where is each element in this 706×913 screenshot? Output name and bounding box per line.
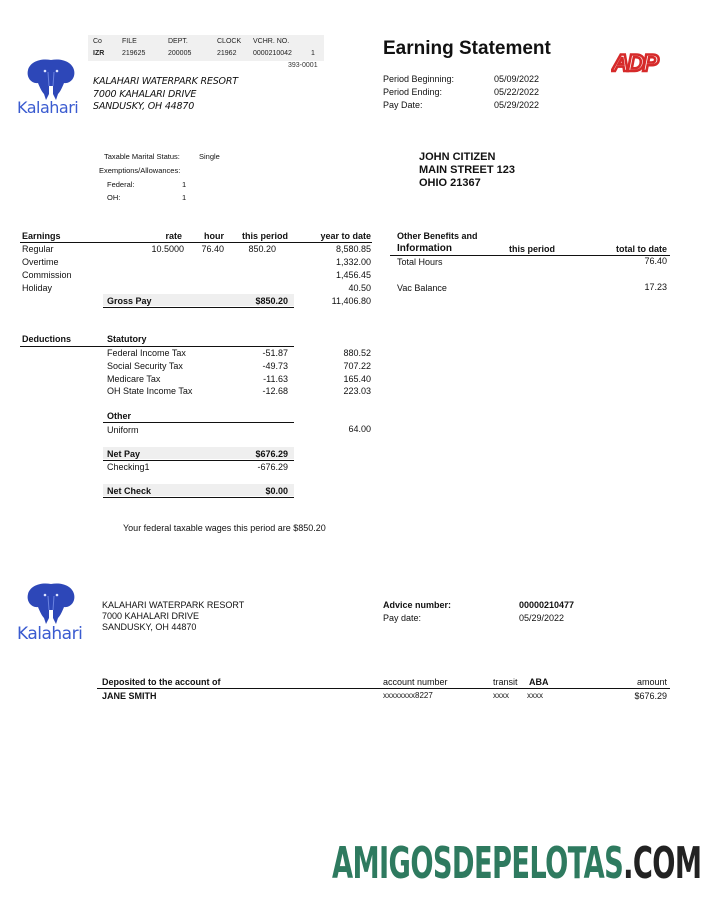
- earnings-label: Regular: [22, 244, 54, 254]
- benefits-label: Total Hours: [397, 257, 443, 267]
- period-beginning-value: 05/09/2022: [494, 74, 540, 84]
- transit-header: transit: [493, 677, 518, 687]
- employee-street: MAIN STREET 123: [419, 164, 515, 176]
- hour-header: hour: [204, 231, 224, 241]
- other-deductions-divider: [103, 422, 294, 423]
- other-deductions-header: Other: [107, 411, 132, 421]
- this-period-header: this period: [241, 231, 288, 241]
- earnings-ytd: 40.50: [348, 283, 371, 293]
- benefits-header-line1: Other Benefits and: [397, 231, 478, 241]
- earnings-label: Holiday: [22, 283, 53, 293]
- sub-code: 393-0001: [288, 62, 318, 69]
- deduction-ytd: 223.03: [343, 386, 371, 396]
- net-check-underline: [103, 497, 294, 498]
- period-labels: [383, 73, 454, 112]
- net-pay-label: Net Pay: [107, 449, 141, 459]
- deduction-this-period: -12.68: [262, 386, 288, 396]
- deposit-transit: xxxx: [493, 691, 509, 700]
- net-pay-underline: [103, 460, 294, 461]
- deduction-this-period: -11.63: [263, 374, 288, 384]
- watermark: [332, 838, 701, 889]
- deductions-divider: [20, 346, 294, 347]
- company-city: SANDUSKY, OH 44870: [93, 101, 195, 112]
- id-label-co: Co: [93, 38, 102, 45]
- advice-pay-date-label: Pay date:: [383, 613, 422, 623]
- marital-status-value: Single: [199, 152, 220, 161]
- company-name: KALAHARI WATERPARK RESORT: [93, 76, 238, 87]
- deduction-ytd: 707.22: [343, 361, 371, 371]
- deposit-divider: [97, 688, 670, 689]
- statutory-header: Statutory: [107, 334, 147, 344]
- employee-address: [419, 151, 515, 190]
- id-value-co: IZR: [93, 50, 105, 57]
- watermark-dark: .COM: [623, 838, 702, 889]
- oh-exemptions-label: OH:: [107, 193, 121, 202]
- kalahari-logo-text: Kalahari: [17, 624, 83, 644]
- employee-id-box: [88, 35, 324, 61]
- benefits-label: Vac Balance: [397, 283, 447, 293]
- advice-pay-date-value: 05/29/2022: [519, 613, 565, 623]
- earnings-ytd: 1,332.00: [335, 257, 371, 267]
- taxable-wages-note: Your federal taxable wages this period are $850.20: [123, 523, 326, 533]
- advice-company-address: [102, 600, 244, 633]
- id-value-clock: 21962: [217, 50, 237, 57]
- aba-header: ABA: [529, 677, 549, 687]
- exemptions-label: Exemptions/Allowances:: [99, 166, 181, 175]
- amount-header: amount: [636, 677, 667, 687]
- deduction-label: Federal Income Tax: [107, 348, 186, 358]
- gross-pay-ytd: 11,406.80: [331, 296, 371, 306]
- id-label-dept: DEPT.: [168, 38, 188, 45]
- earnings-divider: [20, 242, 372, 243]
- advice-number-label: Advice number:: [383, 600, 452, 610]
- elephant-icon: [16, 580, 86, 626]
- advice-number-value: 00000210477: [519, 600, 575, 610]
- watermark-green: AMIGOSDEPELOTAS: [332, 838, 624, 889]
- employee-city: OHIO 21367: [419, 177, 481, 189]
- period-ending-label: Period Ending:: [383, 87, 443, 97]
- oh-exemptions-value: 1: [182, 193, 187, 202]
- deduction-this-period: -49.73: [262, 361, 288, 371]
- adp-logo-icon: [611, 48, 667, 76]
- period-values: [494, 73, 539, 112]
- benefits-header-line2: Information: [397, 243, 452, 254]
- period-ending-value: 05/22/2022: [494, 87, 540, 97]
- earnings-rate: 10.5000: [151, 244, 184, 254]
- ytd-header: year to date: [320, 231, 371, 241]
- company-address: [93, 76, 238, 114]
- deposited-header: Deposited to the account of: [102, 677, 221, 687]
- checking-value: -676.29: [257, 462, 288, 472]
- id-label-file: FILE: [122, 38, 137, 45]
- checking-label: Checking1: [107, 462, 150, 472]
- deposit-account-holder: JANE SMITH: [102, 691, 157, 701]
- advice-company-city: SANDUSKY, OH 44870: [102, 622, 197, 632]
- id-label-voucher: VCHR. NO.: [253, 38, 290, 45]
- earnings-label: Commission: [22, 270, 72, 280]
- deduction-ytd: 165.40: [343, 374, 371, 384]
- period-beginning-label: Period Beginning:: [383, 74, 455, 84]
- advice-company-street: 7000 KAHALARI DRIVE: [102, 611, 200, 621]
- earnings-header: Earnings: [22, 231, 61, 241]
- federal-exemptions-value: 1: [182, 180, 187, 189]
- kalahari-logo: [16, 56, 86, 118]
- net-pay-value: $676.29: [255, 449, 288, 459]
- benefits-total: 76.40: [644, 256, 667, 266]
- deduction-label: Social Security Tax: [107, 361, 183, 371]
- earnings-ytd: 1,456.45: [335, 270, 371, 280]
- deposit-aba: xxxx: [527, 691, 543, 700]
- benefits-total: 17.23: [644, 282, 667, 292]
- deduction-this-period: -51.87: [262, 348, 288, 358]
- pay-date-value: 05/29/2022: [494, 100, 540, 110]
- earnings-label: Overtime: [22, 257, 59, 267]
- deduction-label: Uniform: [107, 425, 139, 435]
- deductions-header: Deductions: [22, 334, 72, 344]
- deposit-account-number: xxxxxxxx8227: [383, 691, 433, 700]
- marital-status-label: Taxable Marital Status:: [104, 152, 180, 161]
- gross-pay-this-period: $850.20: [255, 296, 288, 306]
- kalahari-logo-text: Kalahari: [17, 98, 79, 117]
- net-check-label: Net Check: [107, 486, 152, 496]
- id-value-file: 219625: [122, 50, 146, 57]
- deduction-ytd: 64.00: [348, 424, 371, 434]
- earnings-ytd: 8,580.85: [335, 244, 371, 254]
- earnings-this-period: 850.20: [248, 244, 276, 254]
- federal-exemptions-label: Federal:: [107, 180, 135, 189]
- elephant-icon: [16, 56, 86, 102]
- deduction-ytd: 880.52: [343, 348, 371, 358]
- company-street: 7000 KAHALARI DRIVE: [93, 88, 197, 100]
- page-title: Earning Statement: [383, 38, 551, 59]
- adp-logo: [611, 48, 667, 81]
- id-value-voucher: 0000210042: [253, 50, 292, 57]
- gross-pay-label: Gross Pay: [107, 296, 152, 306]
- id-value-seq: 1: [311, 50, 315, 57]
- net-check-value: $0.00: [265, 486, 288, 496]
- rate-header: rate: [165, 231, 182, 241]
- pay-date-label: Pay Date:: [383, 100, 423, 110]
- benefits-total-header: total to date: [616, 244, 667, 254]
- gross-pay-underline: [103, 307, 294, 308]
- deposit-amount: $676.29: [634, 691, 667, 701]
- id-value-dept: 200005: [168, 50, 192, 57]
- deduction-label: Medicare Tax: [107, 374, 161, 384]
- id-label-clock: CLOCK: [217, 38, 242, 45]
- earnings-hour: 76.40: [201, 244, 224, 254]
- svg-text:ADP: ADP: [612, 50, 657, 76]
- advice-company-name: KALAHARI WATERPARK RESORT: [102, 600, 245, 610]
- employee-name: JOHN CITIZEN: [419, 151, 496, 163]
- account-number-header: account number: [383, 677, 448, 687]
- benefits-this-period-header: this period: [509, 244, 556, 254]
- deduction-label: OH State Income Tax: [107, 386, 193, 396]
- kalahari-logo-advice: [16, 580, 86, 650]
